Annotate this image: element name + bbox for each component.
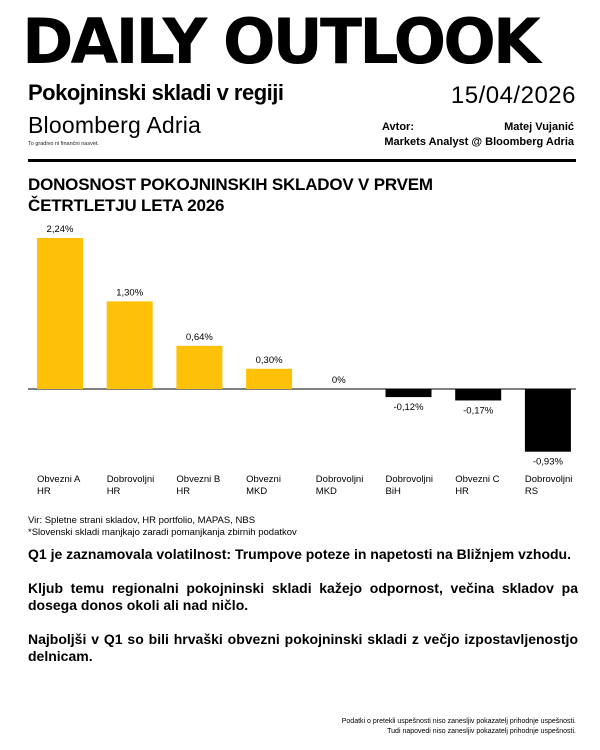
category-label-7-0: Dobrovoljni [524,474,573,485]
commentary-paragraph-3: Najboljši v Q1 so bili hrvaški obvezni pokojninski skladi z večjo izpostavljenostjo delnicam. [28,631,578,664]
category-label-4-0: Dobrovoljni [315,474,364,485]
masthead-title: DAILY OUTLOOK [22,5,538,78]
value-label-7: -0,93% [532,456,563,468]
value-label-1: 1,30% [116,287,144,299]
commentary-paragraph-1: Q1 je zaznamovala volatilnost: Trumpove poteze in napetosti na Bližnjem vzhodu. [28,546,571,562]
commentary [28,546,578,682]
category-label-5-0: Dobrovoljni [385,474,434,485]
category-label-6-1: HR [455,486,469,497]
source-footnote: *Slovenski skladi manjkajo zaradi pomanjkanja zbirnih podatkov [28,527,297,538]
category-label-7-1: RS [524,486,539,497]
report-subtitle: Pokojninski skladi v regiji [28,80,284,105]
chart-source [28,515,297,539]
bar-7 [525,389,571,452]
small-disclaimer: To gradivo ni finančni nasvet. [28,141,99,147]
category-label-3-0: Obvezni [246,474,281,485]
category-label-3-1: MKD [246,486,268,497]
bar-6 [455,389,501,400]
footer-disclaimer [342,717,576,737]
bar-1 [107,301,153,389]
footer-line-2: Tudi napovedi niso zanesljiv pokazatelj prihodnje uspešnosti. [387,728,576,735]
bar-5 [386,389,432,397]
category-label-5-1: BiH [385,486,401,497]
author-role: Markets Analyst @ Bloomberg Adria [384,136,574,148]
chart-title: DONOSNOST POKOJNINSKIH SKLADOV V PRVEM ČETRTLETJU LETA 2026 [28,175,433,215]
category-label-2-1: HR [176,486,191,497]
report-date: 15/04/2026 [450,82,576,109]
category-label-1-0: Dobrovoljni [106,474,155,485]
value-label-2: 0,64% [185,331,213,343]
category-label-0-1: HR [37,486,51,497]
bar-3 [246,369,292,389]
bar-0 [37,238,83,389]
author-name: Matej Vujanić [504,121,574,133]
category-label-0-0: Obvezni A [37,474,81,485]
value-label-0: 2,24% [46,224,74,235]
commentary-paragraph-2: Kljub temu regionalni pokojninski skladi kažejo odpornost, večina skladov pa dosega donos okoli ali nad ničlo. [28,580,578,613]
category-label-4-1: MKD [315,486,337,497]
category-label-2-0: Obvezni B [176,474,221,485]
source-line: Vir: Spletne strani skladov, HR portfolio, MAPAS, NBS [28,515,256,526]
footer-line-1: Podatki o pretekli uspešnosti niso zanesljiv pokazatelj prihodnje uspešnosti. [341,718,576,725]
author-label: Avtor: [382,121,414,133]
value-label-4: 0% [331,375,346,386]
category-label-6-0: Obvezni C [455,474,500,485]
category-label-1-1: HR [106,486,121,497]
bar-2 [176,346,222,389]
value-label-3: 0,30% [255,354,283,366]
value-label-6: -0,17% [463,405,494,417]
value-label-5: -0,12% [393,402,424,414]
brand-logo: Bloomberg Adria [28,112,202,138]
